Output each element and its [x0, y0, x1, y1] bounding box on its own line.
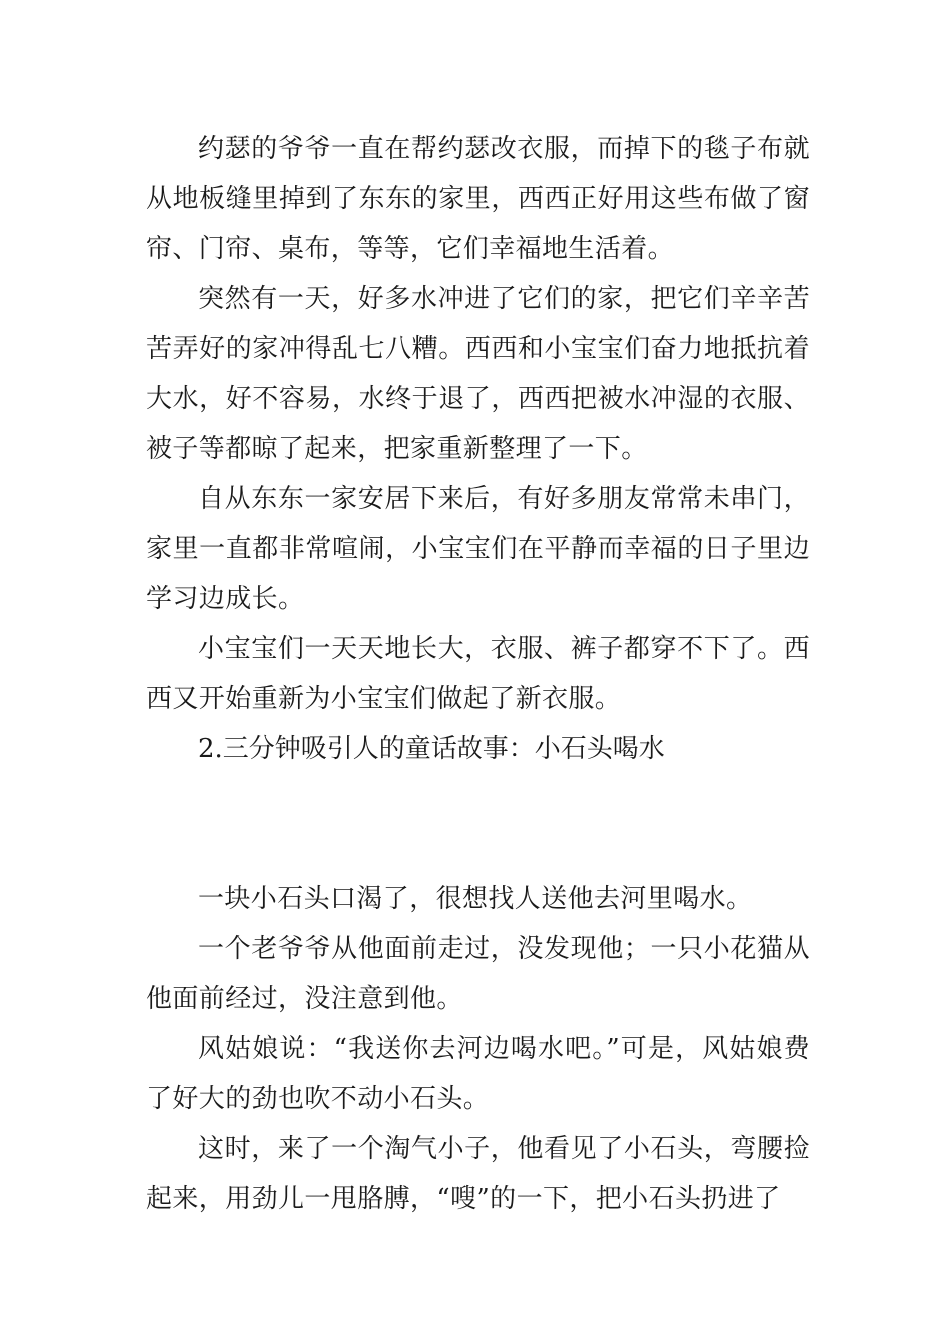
paragraph-5: 一块小石头口渴了，很想找人送他去河里喝水。: [198, 884, 753, 914]
paragraph-8: 这时，来了一个淘气小子，他看见了小石头，弯腰捡起来，用劲儿一甩胳膊，“嗖”的一下，把小石头扔进了: [146, 1134, 810, 1214]
paragraph-6: 一个老爷爷从他面前走过，没发现他；一只小花猫从他面前经过，没注意到他。: [146, 934, 810, 1014]
paragraph-2: 突然有一天，好多水冲进了它们的家，把它们辛辛苦苦弄好的家冲得乱七八糟。西西和小宝宝们奋力地抵抗着大水，好不容易，水终于退了，西西把被水冲湿的衣服、被子等都晾了起来，把家重新整理了一下。: [146, 284, 810, 464]
blank-space: [146, 774, 810, 874]
paragraph-1: 约瑟的爷爷一直在帮约瑟改衣服，而掉下的毯子布就从地板缝里掉到了东东的家里，西西正好用这些布做了窗帘、门帘、桌布，等等，它们幸福地生活着。: [146, 134, 810, 264]
document-page: [146, 124, 810, 1224]
paragraph-7: 风姑娘说：“我送你去河边喝水吧。”可是，风姑娘费了好大的劲也吹不动小石头。: [146, 1034, 810, 1114]
paragraph-3: 自从东东一家安居下来后，有好多朋友常常未串门，家里一直都非常喧闹，小宝宝们在平静而幸福的日子里边学习边成长。: [146, 484, 810, 614]
section-heading: 2.三分钟吸引人的童话故事：小石头喝水: [198, 734, 665, 764]
paragraph-4: 小宝宝们一天天地长大，衣服、裤子都穿不下了。西西又开始重新为小宝宝们做起了新衣服。: [146, 634, 810, 714]
